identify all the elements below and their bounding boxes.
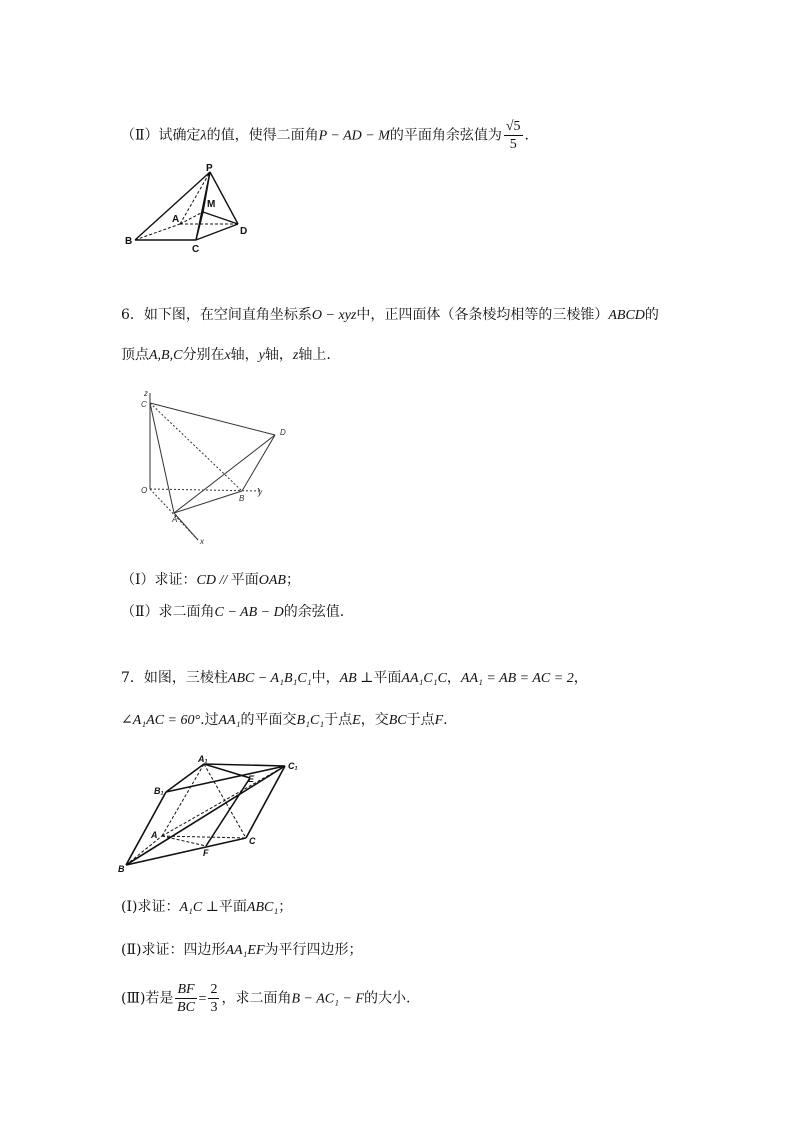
p7-q1-math: A₁C ⊥	[179, 900, 219, 915]
p7-text: 的平面交	[240, 712, 297, 728]
label-A1: A₁	[198, 754, 208, 764]
label-M: M	[207, 199, 216, 210]
p5-text: 的平面角余弦值为	[389, 127, 502, 144]
label-B: B	[118, 864, 125, 874]
edge-AA1	[162, 764, 204, 836]
p6-text: 中，正四面体（各条棱均相等的三棱锥）	[356, 307, 609, 323]
p5-text: 的值，使得二面角	[206, 127, 319, 144]
label-A: A	[172, 515, 178, 524]
period: .	[524, 127, 529, 144]
edge-AC	[162, 836, 246, 838]
p7-text: 为平行四边形；	[264, 942, 363, 958]
ratio-BF-BC	[175, 981, 196, 1016]
p7-q1-label: (Ⅰ)求证：	[121, 899, 180, 915]
p5-text: （Ⅱ）试确定	[121, 127, 201, 144]
p6-text: 平面	[230, 572, 259, 588]
label-B1: B₁	[154, 786, 164, 796]
label-A: A	[172, 214, 180, 225]
equals-sign: =	[198, 991, 207, 1007]
p7-text: ，	[573, 670, 588, 686]
edge-CD	[196, 224, 238, 240]
label-B: B	[125, 236, 133, 247]
p7-q3-label: (Ⅲ)若是	[121, 990, 174, 1007]
edge-AD	[174, 435, 275, 513]
prism-name: ABC − A₁B₁C₁	[227, 671, 312, 686]
p7-equality: AA₁ = AB = AC = 2	[460, 671, 574, 686]
prism-figure-p7	[118, 752, 308, 877]
p7-text: 中，	[311, 670, 340, 686]
segment-BC: BC	[388, 713, 407, 728]
plane-AA1C1C: AA₁C₁C	[401, 671, 447, 686]
edge-CA	[150, 403, 174, 513]
edge-CB	[150, 403, 242, 491]
p7-math: AB ⊥	[339, 671, 374, 686]
edge-BD	[242, 435, 275, 491]
p6-text: 轴上.	[298, 347, 331, 363]
p6-line1	[121, 305, 659, 326]
p7-line1	[121, 668, 588, 689]
axis-y: y	[258, 348, 265, 363]
edge-A1E	[204, 764, 250, 778]
ratio-2-3	[208, 981, 219, 1016]
quad-AA1EF: AA₁EF	[225, 943, 265, 958]
coord-system: O − xyz	[311, 308, 357, 323]
p6-q1-label: （Ⅰ）求证：	[121, 572, 197, 588]
frac-numerator: √5	[505, 119, 521, 134]
label-y: y	[258, 488, 262, 497]
point-F: F	[434, 713, 444, 728]
label-D: D	[280, 428, 286, 437]
axis-x: x	[224, 348, 231, 363]
p7-text: ，求二面角	[221, 990, 292, 1007]
pyramid-figure-p5	[120, 162, 260, 257]
vertices: A,B,C	[149, 348, 183, 363]
lambda-symbol: λ	[200, 128, 207, 144]
dihedral-B-AC1-F: B − AC₁ − F	[291, 991, 364, 1007]
p7-text: .过	[200, 712, 219, 728]
plane-ABC1: ABC₁	[246, 900, 279, 915]
p6-text: 的	[644, 307, 659, 323]
label-C: C	[249, 836, 256, 846]
label-O: O	[141, 486, 148, 495]
frac-denominator: 5	[509, 137, 517, 152]
label-C1: C₁	[288, 761, 298, 771]
sqrt5-over-5	[504, 118, 523, 153]
frac-numerator: 2	[210, 982, 218, 997]
p7-q2-label: (Ⅱ)求证：四边形	[121, 942, 226, 958]
dihedral-angle: P − AD − M	[318, 128, 390, 144]
edge-CD	[150, 403, 275, 435]
p7-text: 7．如图，三棱柱	[121, 670, 228, 686]
p6-text: ；	[285, 572, 300, 588]
label-C: C	[141, 400, 147, 409]
frac-denominator: BC	[177, 1000, 195, 1015]
tetrahedron-figure-p6	[138, 385, 298, 550]
edge-MC	[196, 212, 203, 240]
edge-A1C1	[204, 764, 285, 766]
edge-BA	[135, 224, 180, 240]
segment-AA1: AA₁	[218, 713, 241, 728]
label-C: C	[192, 244, 200, 255]
frac-denominator: 3	[210, 1000, 218, 1015]
p6-text: 轴，	[264, 347, 293, 363]
segment-B1C1: B₁C₁	[296, 713, 325, 728]
label-F: F	[203, 848, 209, 858]
label-z: z	[144, 389, 148, 398]
p7-text: ，	[446, 670, 461, 686]
tetrahedron-name: ABCD	[608, 308, 645, 323]
p7-text: 平面	[218, 899, 247, 915]
axis-z: z	[292, 348, 299, 363]
p6-q1	[121, 570, 300, 591]
p7-text: 于点	[324, 712, 353, 728]
p6-q2-label: （Ⅱ）求二面角	[121, 604, 215, 620]
p6-text: 的余弦值.	[283, 604, 345, 620]
p6-text: 顶点	[121, 347, 149, 363]
label-B: B	[239, 494, 245, 503]
label-A: A	[151, 830, 158, 840]
p6-line2	[121, 345, 331, 366]
edge-AB	[174, 491, 242, 513]
point-E: E	[352, 713, 361, 728]
p6-q2	[121, 602, 344, 623]
label-E: E	[248, 774, 255, 784]
p5-part2-line	[121, 118, 529, 153]
p6-text: 轴，	[230, 347, 259, 363]
p6-q1-math: CD //	[196, 573, 231, 588]
frac-numerator: BF	[177, 982, 195, 997]
label-P: P	[206, 163, 213, 174]
p7-text: .	[443, 712, 448, 728]
p7-line2	[121, 710, 448, 731]
angle-A1AC: ∠A₁AC = 60°	[121, 713, 201, 728]
p6-q2-math: C − AB − D	[214, 605, 284, 620]
edge-BC	[126, 838, 246, 865]
edge-B1B	[126, 792, 166, 865]
p6-text: 6．如下图，在空间直角坐标系	[121, 307, 312, 323]
p7-text: 平面	[373, 670, 402, 686]
p7-text: ；	[278, 899, 293, 915]
edge-AF	[162, 836, 206, 846]
label-D: D	[240, 226, 248, 237]
plane-OAB: OAB	[258, 573, 286, 588]
p7-text: 于点	[406, 712, 435, 728]
p7-text: 的大小.	[363, 990, 411, 1007]
label-x: x	[200, 537, 204, 546]
p7-q3	[121, 981, 410, 1016]
x-axis-solid	[174, 513, 198, 540]
p7-q1	[121, 897, 292, 918]
p7-text: ，交	[360, 712, 389, 728]
p7-q2	[121, 940, 363, 961]
p6-text: 分别在	[182, 347, 225, 363]
